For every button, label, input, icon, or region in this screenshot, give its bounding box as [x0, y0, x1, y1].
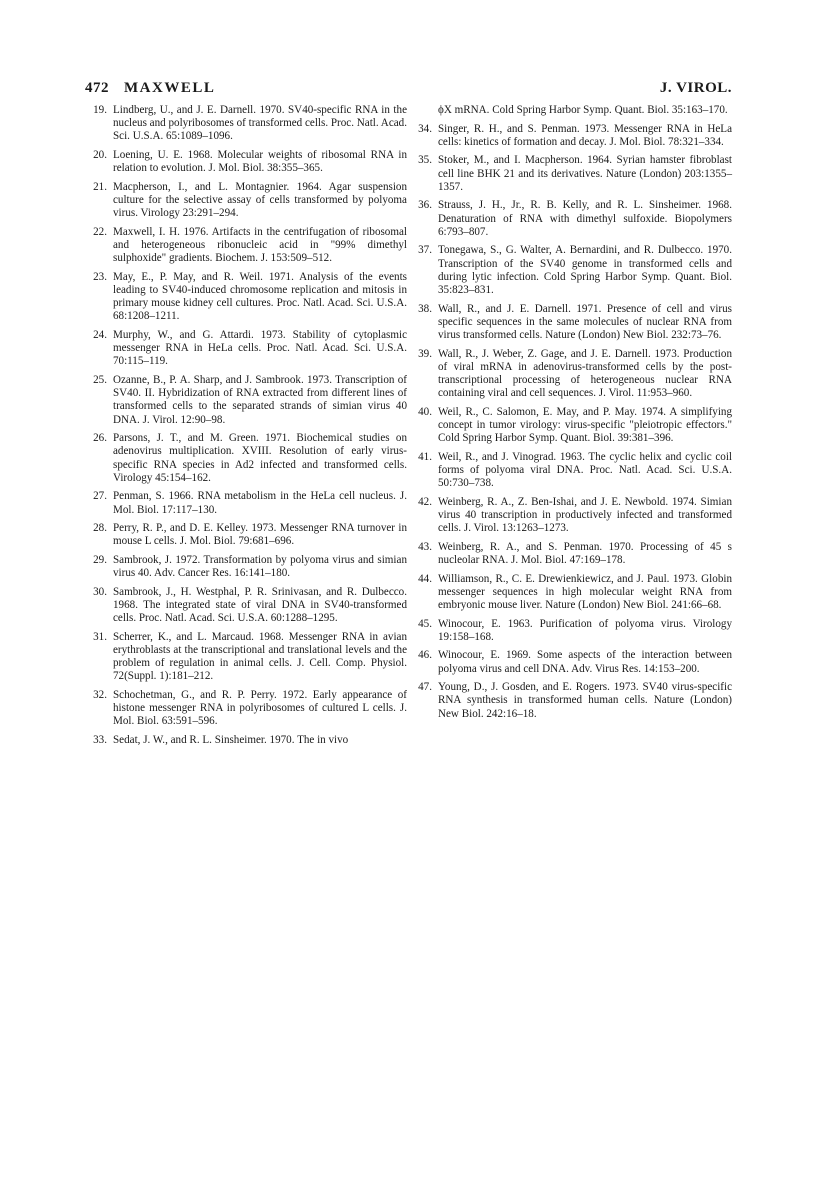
reference-number: 32. [93, 689, 107, 701]
reference-text: Lindberg, U., and J. E. Darnell. 1970. SV40-specific RNA in the nucleus and polyribosomes of transformed cells. Proc. Natl. Acad. Sci. U.S.A. 65:1089–1096. [113, 104, 407, 143]
reference-number: 47. [418, 681, 432, 694]
reference-text: Sambrook, J. 1972. Transformation by polyoma virus and simian virus 40. Adv. Cancer Res. 16:141–180. [113, 554, 407, 580]
reference-text: May, E., P. May, and R. Weil. 1971. Analysis of the events leading to SV40-induced chromosome replication and mitosis in primary mouse kidney cell cultures. Proc. Natl. Acad. Sci. U.S.A. 68:1208–1211. [113, 270, 407, 323]
reference-item [85, 181, 407, 221]
reference-number: 41. [418, 450, 432, 463]
reference-text: Perry, R. P., and D. E. Kelley. 1973. Messenger RNA turnover in mouse L cells. J. Mol. Biol. 79:681–696. [113, 522, 407, 548]
reference-item [85, 586, 407, 626]
reference-text: Young, D., J. Gosden, and E. Rogers. 1973. SV40 virus-specific RNA synthesis in transformed human cells. Nature (London) New Biol. 242:16–18. [438, 681, 732, 720]
reference-item [410, 406, 732, 446]
reference-item [85, 522, 407, 548]
reference-item [85, 432, 407, 485]
page-number: 472 [85, 80, 109, 96]
reference-item [410, 303, 732, 343]
reference-item [410, 618, 732, 644]
reference-text: Ozanne, B., P. A. Sharp, and J. Sambrook. 1973. Transcription of SV40. II. Hybridization of RNA extracted from different lines of transformed cells to the separated strands of simian virus 40 DNA. J. Virol. 12:90–98. [113, 374, 407, 426]
reference-number: 20. [93, 149, 107, 161]
reference-text: Sambrook, J., H. Westphal, P. R. Srinivasan, and R. Dulbecco. 1968. The integrated state of viral DNA in SV40-transformed cells. Proc. Natl. Acad. Sci. U.S.A. 60:1288–1295. [113, 585, 407, 625]
reference-item [410, 348, 732, 401]
reference-text: Maxwell, I. H. 1976. Artifacts in the centrifugation of ribosomal and heterogeneous ribonucleic acid in "99% dimethyl sulphoxide" gradients. Biochem. J. 153:509–512. [113, 225, 407, 265]
reference-number: 21. [93, 180, 107, 193]
reference-item [85, 374, 407, 427]
reference-number: 22. [93, 225, 107, 238]
reference-item [410, 541, 732, 567]
reference-item [410, 451, 732, 491]
reference-number: 42. [418, 495, 432, 508]
reference-item [85, 271, 407, 324]
reference-text: Loening, U. E. 1968. Molecular weights of ribosomal RNA in relation to evolution. J. Mol. Biol. 38:355–365. [113, 149, 407, 175]
reference-item [410, 496, 732, 536]
reference-item [85, 689, 407, 729]
reference-number: 39. [418, 347, 432, 360]
reference-item [85, 329, 407, 369]
reference-text: Williamson, R., C. E. Drewienkiewicz, and J. Paul. 1973. Globin messenger sequences in high molecular weight RNA from embryonic mouse liver. Nature (London) New Biol. 241:66–68. [438, 572, 732, 611]
reference-number: 25. [93, 374, 107, 386]
reference-text: Weil, R., and J. Vinograd. 1963. The cyclic helix and cyclic coil forms of polyoma viral DNA. Proc. Natl. Acad. Sci. U.S.A. 50:730–738. [438, 450, 732, 490]
reference-number: 33. [93, 734, 107, 746]
reference-number: 31. [93, 630, 107, 643]
reference-item [410, 199, 732, 239]
reference-number: 23. [93, 270, 107, 283]
reference-number: 27. [93, 490, 107, 503]
reference-text: Macpherson, I., and L. Montagnier. 1964. Agar suspension culture for the selective assay of cells transformed by polyoma virus. Virology 23:291–294. [113, 180, 407, 220]
reference-item [410, 649, 732, 675]
reference-text: Sedat, J. W., and R. L. Sinsheimer. 1970. The in vivo [113, 734, 349, 746]
reference-number: 35. [418, 154, 432, 167]
references-column-right [410, 104, 732, 726]
reference-text: Parsons, J. T., and M. Green. 1971. Biochemical studies on adenovirus multiplication. XVIII. Resolution of early virus-specific RNA species in Ad2 infected and transformed cells. Virology 45:154–162. [113, 432, 407, 484]
journal-name: J. VIROL. [659, 80, 732, 96]
reference-number: 19. [93, 104, 107, 116]
reference-text: Murphy, W., and G. Attardi. 1973. Stability of cytoplasmic messenger RNA in HeLa cells. Proc. Natl. Acad. Sci. U.S.A. 70:115–119. [113, 329, 407, 368]
reference-item [85, 490, 407, 516]
reference-number: 28. [93, 522, 107, 535]
reference-number: 38. [418, 302, 432, 315]
reference-text: Wall, R., and J. E. Darnell. 1971. Presence of cell and virus specific sequences in the same molecules of nuclear RNA from virus transformed cells. Nature (London) New Biol. 232:73–76. [438, 302, 732, 341]
reference-number: 34. [418, 122, 432, 135]
reference-text: Weinberg, R. A., and S. Penman. 1970. Processing of 45 s nucleolar RNA. J. Mol. Biol. 47:169–178. [438, 540, 732, 566]
continued-reference-fragment: ϕX mRNA. Cold Spring Harbor Symp. Quant. Biol. 35:163–170. [438, 104, 728, 116]
reference-text: Wall, R., J. Weber, Z. Gage, and J. E. Darnell. 1973. Production of viral mRNA in adenovirus-transformed cells by the post-transcriptional processing of heterogeneous nuclear RNA containing viral and cell sequences. J. Virol. 11:953–960. [438, 347, 732, 400]
reference-number: 26. [93, 432, 107, 445]
reference-text: Schochetman, G., and R. P. Perry. 1972. Early appearance of histone messenger RNA in polyribosomes of cultured L cells. J. Mol. Biol. 63:591–596. [113, 689, 407, 728]
reference-number: 44. [418, 572, 432, 585]
reference-number: 24. [93, 329, 107, 341]
reference-number: 30. [93, 585, 107, 598]
reference-number: 46. [418, 649, 432, 662]
reference-text: Tonegawa, S., G. Walter, A. Bernardini, and R. Dulbecco. 1970. Transcription of the SV40 genome in transformed cells and during lytic infection. Cold Spring Harbor Symp. Quant. Biol. 35:823–831. [438, 244, 732, 296]
reference-text: Singer, R. H., and S. Penman. 1973. Messenger RNA in HeLa cells: kinetics of formation and decay. J. Mol. Biol. 78:321–334. [438, 122, 732, 148]
reference-text: Stoker, M., and I. Macpherson. 1964. Syrian hamster fibroblast cell line BHK 21 and its derivatives. Nature (London) 203:1355–1357. [438, 154, 732, 193]
references-column-left [85, 104, 407, 753]
reference-item [85, 734, 407, 747]
reference-item [410, 154, 732, 194]
reference-item [410, 681, 732, 721]
reference-item [85, 149, 407, 175]
reference-number: 36. [418, 199, 432, 212]
reference-item [410, 244, 732, 297]
reference-number: 29. [93, 554, 107, 566]
reference-text: Strauss, J. H., Jr., R. B. Kelly, and R. L. Sinsheimer. 1968. Denaturation of RNA with dimethyl sulfoxide. Biopolymers 6:793–807. [438, 199, 732, 238]
reference-number: 40. [418, 405, 432, 418]
reference-text: Weinberg, R. A., Z. Ben-Ishai, and J. E. Newbold. 1974. Simian virus 40 transcription in productively infected and transformed cells. J. Virol. 13:1263–1273. [438, 495, 732, 535]
reference-item [85, 104, 407, 144]
reference-number: 37. [418, 244, 432, 257]
reference-item [410, 123, 732, 149]
reference-number: 43. [418, 540, 432, 553]
reference-item [410, 573, 732, 613]
reference-text: Penman, S. 1966. RNA metabolism in the HeLa cell nucleus. J. Mol. Biol. 17:117–130. [113, 490, 407, 516]
reference-number: 45. [418, 617, 432, 630]
reference-text: Winocour, E. 1963. Purification of polyoma virus. Virology 19:158–168. [438, 617, 732, 643]
reference-item [85, 226, 407, 266]
reference-text: Scherrer, K., and L. Marcaud. 1968. Messenger RNA in avian erythroblasts at the transcriptional and translational levels and the problem of regulation in animal cells. J. Cell. Comp. Physiol. 72(Suppl. 1):181–212. [113, 630, 407, 683]
reference-item [85, 554, 407, 580]
reference-item [85, 631, 407, 684]
reference-text: Winocour, E. 1969. Some aspects of the interaction between polyoma virus and cell DNA. Adv. Virus Res. 14:153–200. [438, 649, 732, 675]
running-author: MAXWELL [124, 80, 216, 96]
reference-text: Weil, R., C. Salomon, E. May, and P. May. 1974. A simplifying concept in tumor virology: virus-specific "pleiotropic effectors." Cold Spring Harbor Symp. Quant. Biol. 39:381–396. [438, 405, 732, 445]
